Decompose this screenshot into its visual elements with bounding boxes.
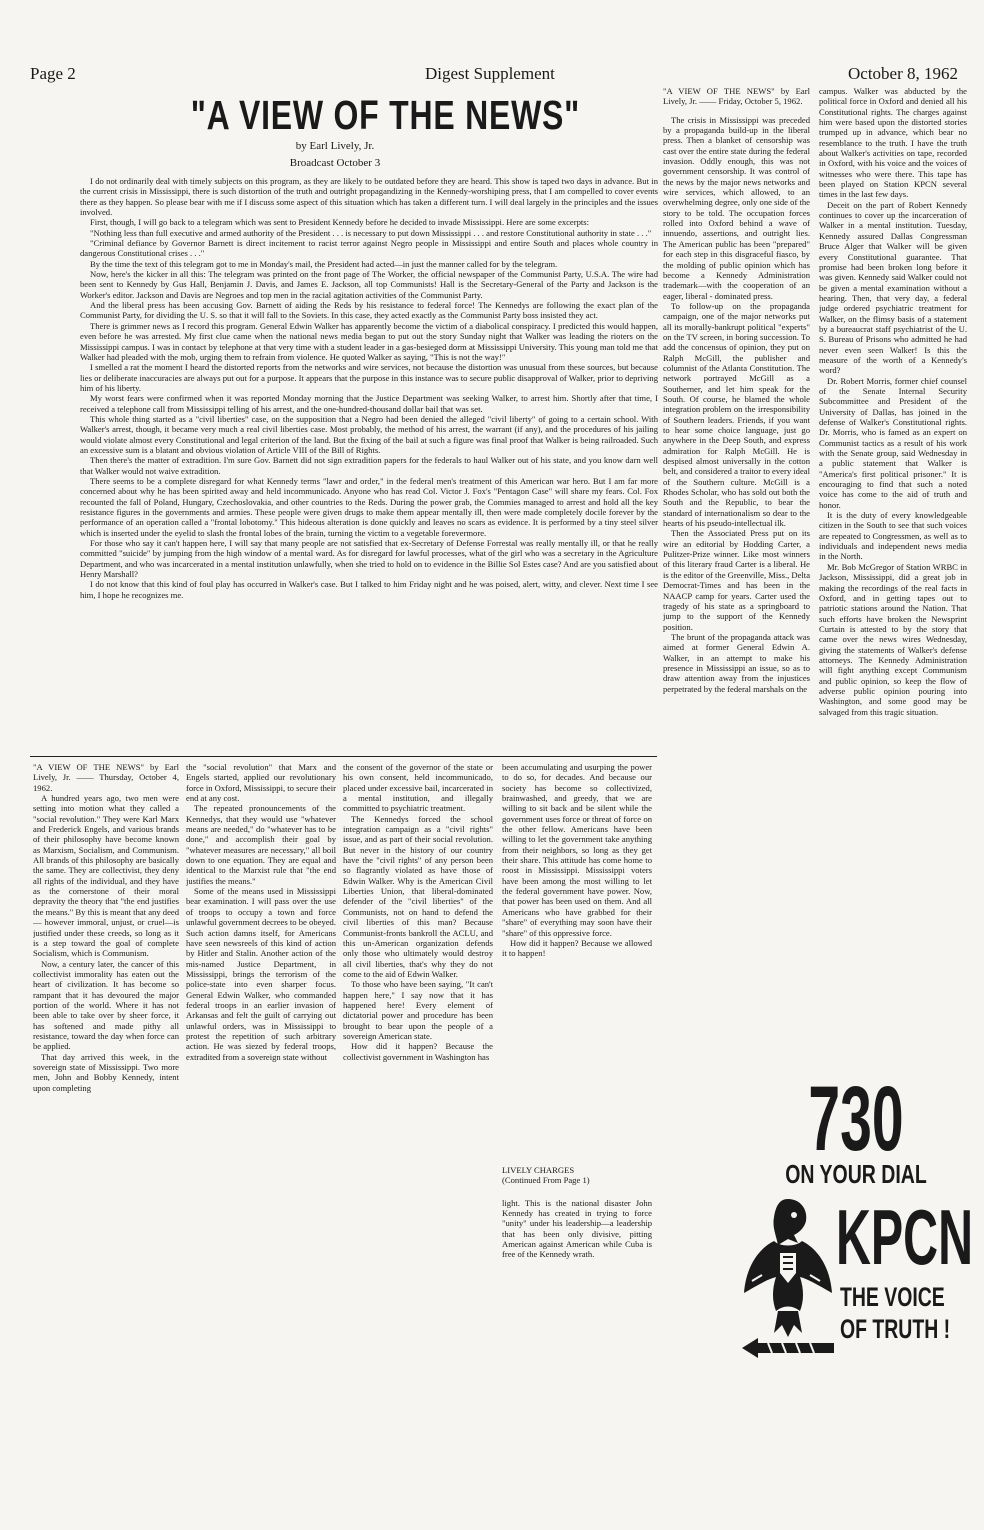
column-paragraph: The crisis in Mississippi was preceded by a propaganda build-up in the liberal press. Then a blanket of censorship was cast over the entire state during the federal invasion. Oddly enough, this was not government censorship. It was control of the news by the major news networks and wire services, which allowed, to an overwhelming degree, only one side of the story to be told. The occupation forces rolled into Oxford behind a wave of innuendo, assertions, and outright lies. The American public has been "prepared" for each step in this disgraceful fiasco, by the molding of public opinion which has become a Kennedy Administration trademark—with the cooperation of an eager, liberal - dominated press. bbox=[663, 114, 810, 301]
article-paragraph: For those who say it can't happen here, I will say that many people are not satisfied that ex-Secretary of Defense Forrestal was really mentally ill, or that he really committed "suicide" by jumping from the high window of a mental ward. As for disregard for lawful processes, what of the girl who was a secretary in the Agriculture Department, and who was incarcerated in a mental institution unlawfully, when she tried to hold on to evidence in the Billie Sol Estes case? And are you satisfied about Henry Marshall? bbox=[80, 538, 658, 580]
article-title: "A VIEW OF THE NEWS" bbox=[190, 92, 581, 138]
column-paragraph: That day arrived this week, in the sovereign state of Mississippi. Two more men, John and Bobby Kennedy, intent upon completing bbox=[33, 1051, 179, 1093]
column-paragraph: Now, a century later, the cancer of this collectivist immorality has eaten out the heart of civilization. It has become so rampant that it has devoured the major portion of the world. Where it has not been able to take over by sheer force, it has softened and made pithy all resistance, toward the day when force can be applied. bbox=[33, 958, 179, 1052]
column-paragraph: Some of the means used in Mississippi bear examination. I will pass over the use of troops to occupy a town and force unlawful government decrees to be obeyed. Such action damns itself, for Americans have seen newsreels of this kind of action by Hitler and Stalin. Another action of the mis-named Justice Department, in Mississippi, brings the terrorism of the police-state into even sharper focus. General Edwin Walker, who commanded federal troops in an earlier invasion of Arkansas and felt the guilt of carrying out unlawful orders, was in Mississippi to protest the repetition of such arbitrary action. He was siezed by federal troops, extradited from a sovereign state without bbox=[186, 886, 336, 1062]
section-name: Digest Supplement bbox=[425, 64, 555, 83]
article-paragraph: There seems to be a complete disregard for what Kennedy terms "lawr and order," in the federal men's treatment of this American war hero. But I am far more concerned about why he has been spirited away and held incommunicado. Anyone who has read Col. Victor J. Fox's "Pentagon Case" will share my fears. Col. Fox recounted the fall of Poland, Hungary, Czechoslovakia, and other countries to the Reds. During the power grab, the Commies managed to arrest and hold all the key resistance figures in the governments and armies. These people were given drugs to make them appear mentally ill, then were made completely docile forever by the performance of an operation called a "frontal lobotomy." This hideous alteration is done quickly and leaves no scars as evidence. It is performed by a tiny steel silver which is inserted under the eyelid to slash the frontal lobes of the brain, turning the victim to a vegetable forevermore. bbox=[80, 475, 658, 538]
article-paragraph: Now, here's the kicker in all this: The telegram was printed on the front page of The Worker, the official newspaper of the Communist Party, U.S.A. The wire had been sent to Kennedy by Gus Hall, Benjamin J. Davis, and James E. Jackson, all top Communists! Hall is the Secretary-General of the Party and Jackson is the Worker's editor. Jackson and Davis are Negroes and top men in the racial agitation activities of the Communist Party. bbox=[80, 269, 658, 300]
column-paragraph: The Kennedys forced the school integration campaign as a "civil rights" issue, and as part of their social revolution. But never in the history of our country have the "civil rights" of any person been so flagrantly violated as have those of Edwin Walker. Why is the American Civil Liberties Union, that liberal-dominated defender of the "civil liberties" of the Communists, not on hand to defend the civil liberties of this man? Because Communist-fronts bankroll the ACLU, and this un-American organization defends only those who ultimately would destroy all civil liberties, that's why they do not come to the aid of Edwin Walker. bbox=[343, 813, 493, 979]
column-paragraph: The repeated pronouncements of the Kennedys, that they would use "whatever means are needed," do "whatever has to be done," and accomplish their goal by "whatever measures are necessary," all boil down to one equation. They are equal and identical to the Marxist rule that "the end justifies the means." bbox=[186, 803, 336, 886]
ad-station: KPCN bbox=[836, 1193, 974, 1281]
article-paragraph: By the time the text of this telegram got to me in Monday's mail, the President had acted—in just the manner called for by the telegram. bbox=[90, 258, 558, 269]
column-paragraph: the consent of the governor of the state or his own consent, held incommunicado, placed under excessive bail, incarcerated in a mental institution, and illegally committed to psychiatric treatment. bbox=[343, 762, 493, 814]
thursday-column-1 bbox=[33, 762, 179, 1352]
ad-frequency: 730 bbox=[808, 1068, 904, 1170]
column-paragraph: Dr. Robert Morris, former chief counsel of the Senate Internal Security Subcommittee and President of the University of Dallas, has joined in the defense of Walker's Constitutional rights. Dr. Morris, who is famed as an expert on Communist tactics as a result of his work with the Senate group, said Wednesday in a public statement that Walker is "America's first political prisoner." It is encouraging to find that such a noted voice has come to the aid of truth and honor. bbox=[819, 375, 967, 510]
ad-slogan-line-1: THE VOICE bbox=[840, 1282, 945, 1312]
column-paragraph: How did it happen? Because we allowed it to happen! bbox=[502, 937, 652, 959]
column-paragraph: the "social revolution" that Marx and Engels started, applied our revolutionary force in Oxford, Mississippi, to secure their end at any cost. bbox=[186, 762, 336, 804]
lively-charges-column bbox=[502, 1165, 652, 1355]
ad-slogan-line-2: OF TRUTH ! bbox=[840, 1314, 951, 1344]
lively-charges-heading: LIVELY CHARGES bbox=[502, 1165, 575, 1175]
eagle-icon bbox=[738, 1193, 838, 1368]
thursday-column-2 bbox=[186, 762, 336, 1352]
article-paragraph: My worst fears were confirmed when it was reported Monday morning that the Justice Department was seeking Walker, to arrest him. Shortly after that time, I received a telephone call from Mississippi telling of his arrest, and the one-hundred-thousand dollar bail that was set. bbox=[80, 393, 658, 414]
column-paragraph: A hundred years ago, two men were setting into motion what they called a "social revolution." They were Karl Marx and Frederick Engels, and various brands of their philosophy have become known as Marxism, Socialism, and Communism. All brands of this philosophy are basically the same. They are collectivist, they deny all rights of the individual, and they have as the cornerstone of their moral depravity the theory that "the end justifies the means." By this is meant that any deed — however immoral, unjust, or cruel—is justified under these creeds, so long as it is a step toward the goal of complete Socialism, which is Communism. bbox=[33, 793, 179, 959]
article-paragraph: "Nothing less than full executive and armed authority of the President . . . is necessary to put down Mississippi . . . and restore Constitutional authority in state . . ." bbox=[90, 227, 652, 238]
article-paragraph: Then there's the matter of extradition. I'm sure Gov. Barnett did not sign extradition papers for the federals to haul Walker out of his state, and you know darn well that Walker would not waive extradition. bbox=[80, 455, 658, 476]
page-number: Page 2 bbox=[30, 64, 76, 83]
article-paragraph: There is grimmer news as I record this program. General Edwin Walker has apparently become the victim of a diabolical conspiracy. I predicted this would happen, even before he was arrested. My first clue came when the national news media began to put out the story Sunday night that Walker was leading the rioters on the Mississippi campus. I was in contact by telephone at that very time with a student leader in a gas-besieged dorm at Mississippi University. This young man told me that Walker had pleaded with the mob, urging them to refrain from violence. He quoted Walker as saying, "This is not the way!" bbox=[80, 320, 658, 362]
section-divider bbox=[30, 756, 657, 757]
column-paragraph: To follow-up on the propaganda campaign, one of the major networks put all its morally-bankrupt political "experts" on the TV screen, in boring succession. To add the concensus of opinion, they put on Ralph McGill, the publisher and columnist of the Atlanta Constitution. The network portrayed McGill as a Southerner, and let him speak for the South. Of course, he blamed the whole integration problem on the irresponsibility of Southern leaders. Friends, if you want to hear some choice language, just go anywhere in the Deep South, and express admiration for Ralph McGill. He is despised almost universally in the cotton belt, and considered a traitor to every ideal of the Southern culture. McGill is a Rhodes Scholar, who has sold out both the South and the Republic, to bear the standard of internationalism so dear to the hearts of his pseudo-intellectual ilk. bbox=[663, 300, 810, 529]
lively-charges-text: light. This is the national disaster John Kennedy has created in trying to force "unity" under his leadership—a leadership that has been only divisive, pitting American against American while Cuba is free of the Kennedy wrath. bbox=[502, 1197, 652, 1260]
ad-slogan bbox=[840, 1281, 950, 1345]
column-paragraph: Deceit on the part of Robert Kennedy continues to cover up the incarceration of Walker in a mental institution. Tuesday, Kennedy assured Dallas Congressman Bruce Alger that Walker will be given every Constitutional guarantee. That promise had been broken long before it was given. Kennedy said Walker could not be given a mental examination without a hearing. Then, that very day, a federal judge ordered psychiatric treatment for Walker, on the flimsy basis of a statement by a bureaucrat staff psychiatrist of the U. S. Bureau of Prisons who admitted he had never even seen Walker! Is this the measure of the worth of a Kennedy's word? bbox=[819, 199, 967, 376]
issue-date: October 8, 1962 bbox=[848, 64, 959, 83]
friday-column bbox=[663, 86, 810, 1061]
column-paragraph: It is the duty of every knowledgeable citizen in the South to see that such voices are repeated to Congressmen, as well as to individuals and independent news media in the North. bbox=[819, 510, 967, 562]
column-paragraph: campus. Walker was abducted by the political force in Oxford and denied all his Constitutional rights. The charges against him were based upon the distorted stories trumped up in advance, which bear no resemblance to the truth. I have the truth about Walker's activities on tape, recorded in Oxford, with his voice and the voices of witnesses who were there. This tape has been played on Station KPCN several times in the last few days. bbox=[819, 86, 967, 200]
column-paragraph: been accumulating and usurping the power to do so, for decades. And because our society has become so collectivized, brainwashed, and greedy, that we are willing to sit back and be silent while the government uses force or threat of force on the other fellow. Americans have been willing to let the government take anything from their neighbors, so long as they get their share. This attitude has come home to roost in Mississippi. Mississippi voters have been among the most willing to let the federal government have power. Now, that power has been used on them. And all Americans who have grabbed for their "share" of everything may soon have their "share" of this oppressive force. bbox=[502, 762, 652, 938]
article-paragraph: First, though, I will go back to a telegram which was sent to President Kennedy before he decided to invade Mississippi. Here are some excerpts: bbox=[90, 217, 590, 228]
ad-dial-text: ON YOUR DIAL bbox=[785, 1159, 927, 1189]
main-article-body bbox=[80, 176, 658, 751]
article-paragraph: And the liberal press has been accusing Gov. Barnett of aiding the Reds by his resistance to federal force! The Kennedys are following the exact plan of the Communist Party, for dividing the U. S. so that it will fall to the Soviets. In this case, they acted exactly as the Communist Party boss insisted they act. bbox=[80, 300, 658, 321]
article-paragraph: This whole thing started as a "civil liberties" case, on the supposition that a Negro had been denied the alleged "civil liberty" of going to a certain school. With Walker's arrest, though, it became very much a real civil liberties case. Most probably, the method of his arrest, the warrant (if any), and the procedures of his jailing would violate almost every Constitutional and legal criterion of the land. But the fixing of the bail at such a figure was final proof that Walker is being railroaded. Such an excessive sum is a blatant and obvious violation of Article VIII of the Bill of Rights. bbox=[80, 413, 658, 455]
column-paragraph: Mr. Bob McGregor of Station WRBC in Jackson, Mississippi, did a great job in making the recordings of the real facts in Oxford, and in getting tapes out to patriotic stations around the Nation. That such efforts have broken the Newsprint Curtain is attested to by the story that came over the news wires Wednesday, giving the statements of Walker's defense attorneys. The Kennedy Administration will fight anything except Communism and public opinion, so keep the flow of adverse public opinion pouring into Washington, and some good may be salvaged from this tragic situation. bbox=[819, 561, 967, 717]
kpcn-advertisement bbox=[738, 1068, 974, 1373]
friday-column-continued bbox=[819, 86, 967, 1061]
column-heading: "A VIEW OF THE NEWS" by Earl Lively, Jr. —— Thursday, October 4, 1962. bbox=[33, 762, 179, 793]
broadcast-date: Broadcast October 3 bbox=[289, 157, 381, 169]
article-paragraph: I do not ordinarily deal with timely subjects on this program, as they are likely to be outdated before they are heard. This show is taped two days in advance. But in the current crisis in Mississippi, there is such distortion of the truth and outright propagandizing in the Kennedy-worshiping press, that I am compelled to cover events there as they happen. So please bear with me if I discuss some aspect of this situation which has taken a different turn. I will deal largely in the principles and the issues involved. bbox=[80, 176, 658, 218]
column-paragraph: Then the Associated Press put on its wire an editorial by Hodding Carter, a Pulitzer-Prize winner. Like most winners of this literary fraud Carter is a liberal. He is the editor of the Greenville, Miss., Delta Democrat-Times and has been in the NAACP camp for years. Carter used the tragedy of his state as a springboard to jump to the support of the Kennedy position. bbox=[663, 528, 810, 632]
column-paragraph: The brunt of the propaganda attack was aimed at former General Edwin A. Walker, in an attempt to make his presence in Mississippi an issue, so as to draw attention away from the injustices perpetrated by the federal marshals on the bbox=[663, 631, 810, 694]
lively-charges-subheading: (Continued From Page 1) bbox=[502, 1175, 590, 1186]
column-paragraph: How did it happen? Because the collectivist government in Washington has bbox=[343, 1041, 493, 1062]
article-author: by Earl Lively, Jr. bbox=[295, 140, 375, 152]
thursday-column-3 bbox=[343, 762, 493, 1352]
column-paragraph: To those who have been saying, "It can't happen here," I say now that it has happened here! Every element of dictatorial power and procedure has been brought to bear upon the people of a sovereign American state. bbox=[343, 979, 493, 1041]
article-paragraph: "Criminal defiance by Governor Barnett is direct incitement to racist terror against Negro people in Mississippi and entire South and places whole country in dangerous Constitutional crises . . ." bbox=[80, 238, 658, 259]
article-paragraph: I do not know that this kind of foul play has occurred in Walker's case. But I talked to him Friday night and he was poised, alert, witty, and clever. Next time I see him, I hope he recognizes me. bbox=[80, 579, 658, 600]
thursday-column-4 bbox=[502, 762, 652, 1107]
column-heading: "A VIEW OF THE NEWS" by Earl Lively, Jr. —— Friday, October 5, 1962. bbox=[663, 86, 810, 107]
article-paragraph: I smelled a rat the moment I heard the distorted reports from the networks and wire services, not because the distortion was unusual from these sources, but because lies or deliberate inaccuracies are always put out for a purpose. It appears that the purpose in this instance was to secure public disapproval of Walker, prior to depriving him of his liberty. bbox=[80, 362, 658, 393]
